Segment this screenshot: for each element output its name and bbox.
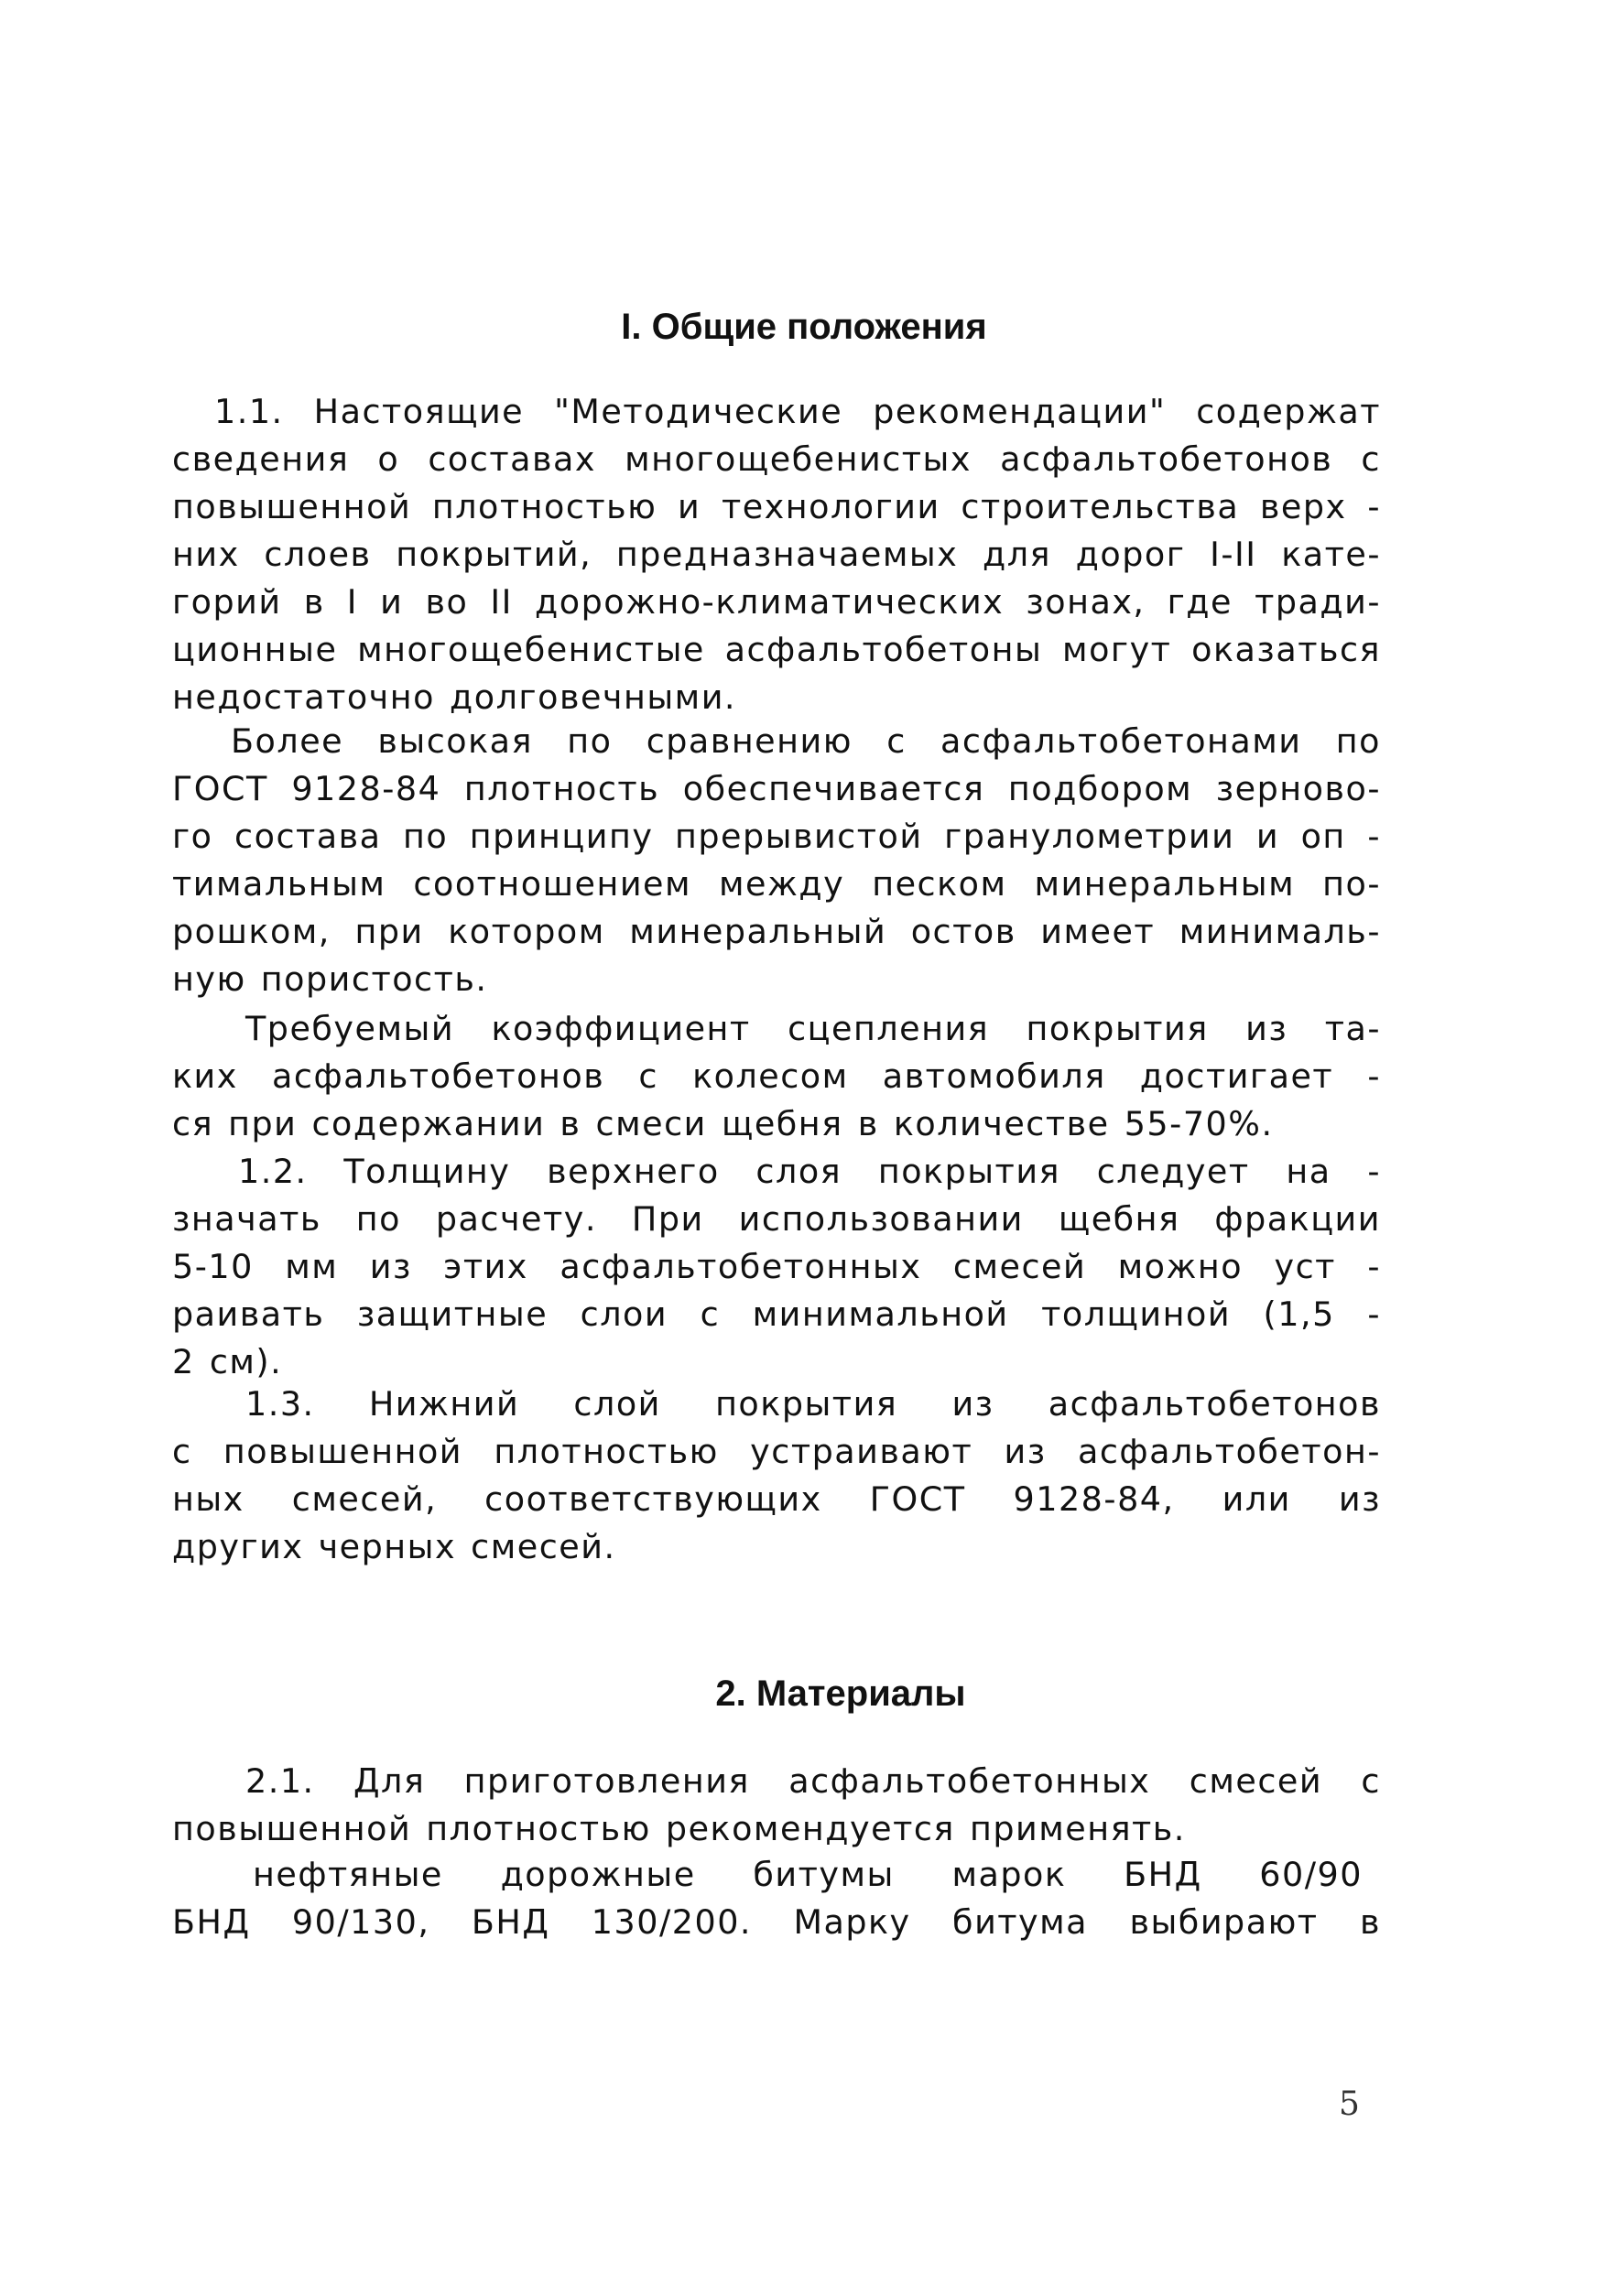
text-line: 2.1. Для приготовления асфальтобетонных смесей с <box>245 1761 1381 1801</box>
text-line: БНД 90/130, БНД 130/200. Марку битума выбирают в <box>172 1902 1381 1942</box>
text-line: раивать защитные слои с минимальной толщиной (1,5 - <box>172 1294 1381 1334</box>
text-line: с повышенной плотностью устраивают из асфальтобетон- <box>172 1432 1381 1471</box>
text-line: ционные многощебенистые асфальтобетоны могут оказаться <box>172 630 1381 669</box>
text-line: 2 см). <box>172 1342 283 1381</box>
section-2-heading: 2. Материалы <box>715 1673 966 1714</box>
text-line: горий в I и во II дорожно-климатических зонах, где тради- <box>172 582 1381 622</box>
text-line: повышенной плотностью рекомендуется применять. <box>172 1809 1186 1848</box>
text-line: тимальным соотношением между песком минеральным по- <box>172 864 1381 904</box>
section-1-heading: I. Общие положения <box>621 307 987 347</box>
text-line: Требуемый коэффициент сцепления покрытия из та- <box>245 1009 1381 1048</box>
paragraph-2-1 <box>172 1758 1381 1853</box>
text-line: го состава по принципу прерывистой гранулометрии и оп - <box>172 817 1381 856</box>
text-line: Более высокая по сравнению с асфальтобетонами по <box>231 721 1381 761</box>
text-line: ных смесей, соответствующих ГОСТ 9128-84, или из <box>172 1479 1381 1519</box>
text-line: них слоев покрытий, предназначаемых для дорог I-II кате- <box>172 535 1381 574</box>
text-line: нефтяные дорожные битумы марок БНД 60/90 <box>253 1855 1363 1894</box>
text-line: повышенной плотностью и технологии строительства верх - <box>172 487 1381 526</box>
text-line: 1.1. Настоящие "Методические рекомендации" содержат <box>214 392 1381 431</box>
text-line: значать по расчету. При использовании щебня фракции <box>172 1199 1381 1239</box>
text-line: ких асфальтобетонов с колесом автомобиля достигает - <box>172 1056 1381 1096</box>
text-line: ГОСТ 9128-84 плотность обеспечивается подбором зерново- <box>172 769 1381 808</box>
paragraph-1-1-cont <box>172 718 1381 1003</box>
paragraph-1-1-coefficient <box>172 1005 1381 1148</box>
text-line: недостаточно долговечными. <box>172 677 737 717</box>
paragraph-1-2 <box>172 1148 1381 1386</box>
text-line: других черных смесей. <box>172 1527 616 1566</box>
paragraph-2-1-bitumen <box>172 1851 1381 1946</box>
text-line: ную пористость. <box>172 959 488 999</box>
text-line: рошком, при котором минеральный остов имеет минималь- <box>172 912 1381 951</box>
text-line: 1.3. Нижний слой покрытия из асфальтобетонов <box>245 1384 1381 1424</box>
text-line: 5-10 мм из этих асфальтобетонных смесей можно уст - <box>172 1247 1381 1286</box>
paragraph-1-3 <box>172 1381 1381 1571</box>
text-line: 1.2. Толщину верхнего слоя покрытия следует на - <box>238 1152 1381 1191</box>
text-line: ся при содержании в смеси щебня в количестве 55-70%. <box>172 1104 1274 1143</box>
page-number: 5 <box>1339 2085 1360 2123</box>
text-line: сведения о составах многощебенистых асфальтобетонов с <box>172 439 1381 479</box>
paragraph-1-1 <box>172 388 1381 721</box>
